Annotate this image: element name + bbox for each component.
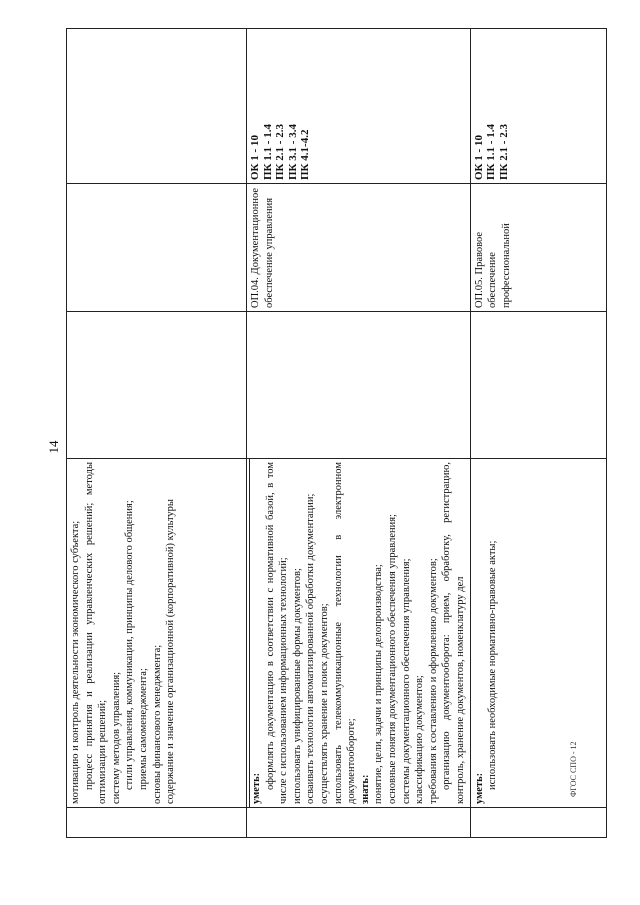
discipline-cell bbox=[247, 184, 471, 312]
skill-item: осваивать технологии автоматизированной обработки документации; bbox=[305, 493, 317, 804]
knowledge-item: основные понятия документационного обеспечения управления; bbox=[386, 514, 398, 804]
knowledge-item: классификацию документов; bbox=[414, 675, 426, 804]
requirements-cell bbox=[67, 459, 247, 808]
hours-cell bbox=[470, 312, 606, 459]
skill-item: использовать телекоммуникационные технологии в электронном документообороте; bbox=[332, 462, 358, 804]
competency-code: ПК 3.1 - 3.4 bbox=[286, 124, 299, 180]
knowledge-item: понятие, цели, задачи и принципы делопроизводства; bbox=[373, 564, 385, 804]
requirement-line: основы финансового менеджмента; bbox=[151, 644, 163, 804]
umet-label: уметь: bbox=[473, 772, 485, 804]
competency-code: ПК 1.1 - 1.4 bbox=[485, 124, 497, 180]
competency-code: ОК 1 - 10 bbox=[249, 135, 261, 180]
rotated-table-content bbox=[66, 28, 603, 838]
umet-label: уметь: bbox=[249, 459, 264, 807]
page-footer: ФГОС СПО - 12 bbox=[569, 741, 578, 797]
knowledge-item: системы документационного обеспечения управления; bbox=[400, 558, 412, 804]
requirement-line: процесс принятия и реализации управленческих решений; методы оптимизации решений; bbox=[83, 462, 109, 804]
skill-item: оформлять документацию в соответствии с нормативной базой, в том числе с использованием информационных технологий; bbox=[264, 462, 290, 804]
requirement-line: систему методов управления; bbox=[110, 671, 122, 804]
competency-code: ПК 1.1 - 1.4 bbox=[261, 124, 274, 180]
competencies-cell bbox=[247, 29, 471, 184]
table-row bbox=[67, 29, 247, 838]
skill-item: осуществлять хранение и поиск документов; bbox=[318, 603, 330, 804]
page-number: 14 bbox=[46, 440, 61, 454]
requirement-line: мотивацию и контроль деятельности экономического субъекта; bbox=[70, 520, 81, 804]
skill-item: использовать необходимые нормативно-правовые акты; bbox=[487, 540, 499, 790]
hours-cell bbox=[247, 312, 471, 459]
index-cell bbox=[470, 808, 606, 838]
competency-code: ПК 4.1-4.2 bbox=[299, 129, 311, 180]
index-cell bbox=[67, 808, 247, 838]
requirement-line: содержание и значение организационной (корпоративной) культуры bbox=[165, 499, 177, 804]
knowledge-item: требования к составлению и оформлению документов; bbox=[427, 558, 439, 804]
table-row bbox=[470, 29, 606, 838]
competency-code: ОК 1 - 10 bbox=[472, 135, 485, 180]
requirements-cell bbox=[247, 459, 471, 808]
hours-cell bbox=[67, 312, 247, 459]
knowledge-item: организацию документооборота: прием, обработку, регистрацию, контроль, хранение документов, номенклатуру дел bbox=[441, 462, 466, 804]
competency-code: ПК 2.1 - 2.3 bbox=[274, 124, 286, 180]
competencies-cell bbox=[470, 29, 606, 184]
competencies-cell bbox=[67, 29, 247, 184]
skill-item: использовать унифицированные формы документов; bbox=[291, 568, 303, 804]
discipline-cell bbox=[470, 184, 606, 312]
requirement-line: приемы самоменеджмента; bbox=[137, 668, 149, 790]
disciplines-table bbox=[66, 28, 607, 838]
table-row bbox=[247, 29, 471, 838]
znat-label: знать: bbox=[359, 774, 371, 804]
competency-code: ПК 2.1 - 2.3 bbox=[497, 124, 510, 180]
discipline-cell bbox=[67, 184, 247, 312]
requirement-line: стили управления, коммуникации, принципы делового общения; bbox=[124, 500, 136, 790]
requirements-cell bbox=[470, 459, 606, 808]
index-cell bbox=[247, 808, 471, 838]
discipline-title: ОП.05. Правовое обеспечение профессиональной bbox=[473, 223, 512, 308]
discipline-title: ОП.04. Документационное обеспечение управления bbox=[250, 187, 275, 308]
